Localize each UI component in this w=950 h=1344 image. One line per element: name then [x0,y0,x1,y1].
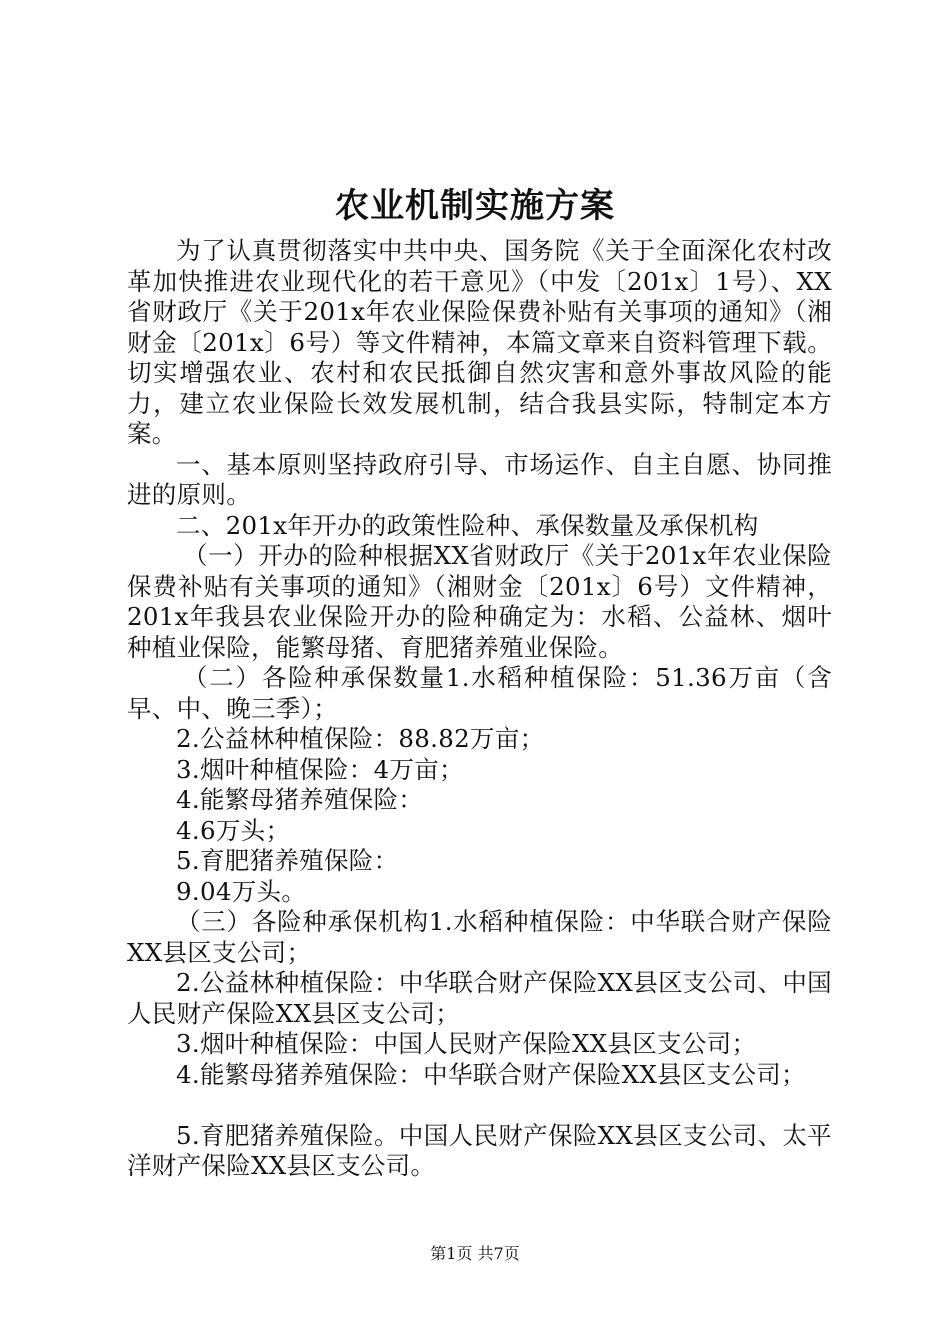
list-item: 5.育肥猪养殖保险： [176,846,399,875]
list-item: 2.公益林种植保险：88.82万亩； [176,724,545,753]
paragraph-intro: 为了认真贯彻落实中共中央、国务院《关于全面深化农村改革加快推进农业现代化的若干意见》（中发〔201x〕1号）、XX省财政厅《关于201x年农业保险保费补贴有关事项的通知》（湘财金〔201x〕6号）等文件精神，本篇文章来自资料管理下载。切实增强农业、农村和农民抵御自然灾害和意外事故风险的能力，建立农业保险长效发展机制，结合我县实际，特制定本方案。 [127,236,832,448]
page-footer: 第1页 共7页 [430,1244,520,1263]
paragraph-quantities: （二）各险种承保数量1.水稻种植保险：51.36万亩（含早、中、晚三季）； [127,663,832,723]
paragraph-institutions: （三）各险种承保机构1.水稻种植保险：中华联合财产保险XX县区支公司； [127,907,832,967]
paragraph-insurance-types: （一）开办的险种根据XX省财政厅《关于201x年农业保险保费补贴有关事项的通知》（湘财金〔201x〕6号）文件精神，201x年我县农业保险开办的险种确定为：水稻、公益林、烟叶种植业保险，能繁母猪、育肥猪养殖业保险。 [127,541,832,662]
list-item: 9.04万头。 [176,876,307,906]
list-item: 3.烟叶种植保险：中国人民财产保险XX县区支公司； [176,1029,757,1058]
list-item: 3.烟叶种植保险：4万亩； [176,754,464,784]
list-item: 4.能繁母猪养殖保险：中华联合财产保险XX县区支公司； [176,1059,806,1089]
document-title: 农业机制实施方案 [335,186,615,226]
list-item: 5.育肥猪养殖保险。中国人民财产保险XX县区支公司、太平洋财产保险XX县区支公司。 [127,1120,832,1180]
list-item: 4.能繁母猪养殖保险： [176,785,424,814]
paragraph-section-two: 二、201x年开办的政策性险种、承保数量及承保机构 [176,510,759,540]
blank-line [127,1090,832,1121]
paragraph-principle: 一、基本原则坚持政府引导、市场运作、自主自愿、协同推进的原则。 [127,449,832,509]
list-item: 2.公益林种植保险：中华联合财产保险XX县区支公司、中国人民财产保险XX县区支公司； [127,968,832,1028]
list-item: 4.6万头； [176,815,291,845]
document-body [127,236,832,1182]
